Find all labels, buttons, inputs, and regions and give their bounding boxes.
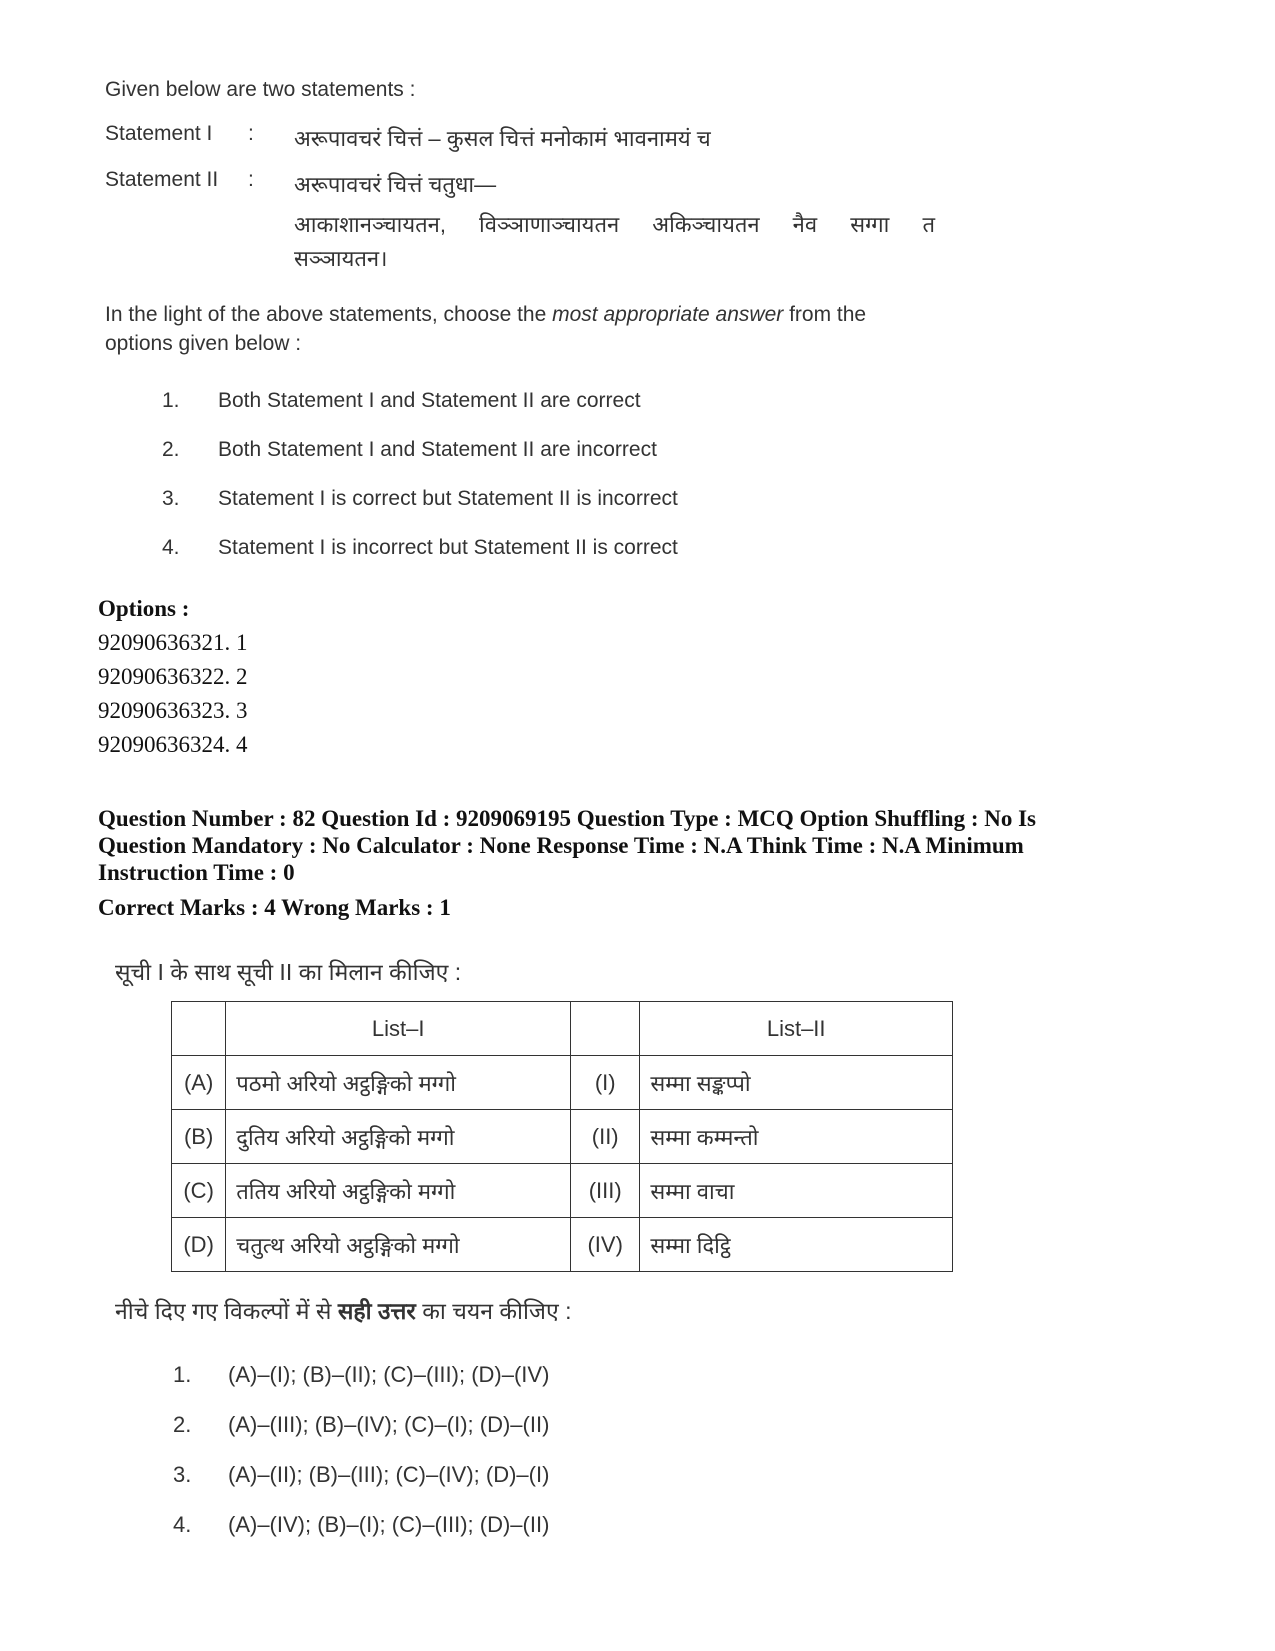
statement-1-colon: : <box>248 122 254 145</box>
answer-option-list <box>105 376 935 572</box>
choose-bold: सही उत्तर <box>337 1298 416 1324</box>
list-2-header: List–II <box>640 1002 953 1056</box>
option-number: 4. <box>173 1512 192 1537</box>
header-blank-cell <box>571 1002 640 1056</box>
header-blank-cell <box>172 1002 226 1056</box>
statement-2 <box>105 168 935 276</box>
metadata-line-1: Question Number : 82 Question Id : 9209069195 Question Type : MCQ Option Shuffling : No Is <box>98 806 1037 831</box>
answer-option <box>115 1350 975 1400</box>
match-prompt: सूची I के साथ सूची II का मिलान कीजिए : <box>115 959 462 985</box>
list-1-item: चतुत्थ अरियो अट्ठङ्गिको मग्गो <box>226 1218 571 1272</box>
statement-1-text <box>294 122 935 156</box>
list-2-item: सम्मा कम्मन्तो <box>640 1110 953 1164</box>
list-2-item: सम्मा वाचा <box>640 1164 953 1218</box>
row-key: (C) <box>172 1164 226 1218</box>
option-number: 3. <box>162 486 180 510</box>
options-title: Options : <box>98 596 190 621</box>
answer-option <box>115 1400 975 1450</box>
option-text: Both Statement I and Statement II are correct <box>218 388 641 412</box>
statement-2-line-3: सञ्ञायतन। <box>294 246 388 271</box>
option-id-line: 92090636323. 3 <box>98 698 248 723</box>
choose-pre: नीचे दिए गए विकल्पों में से <box>115 1298 338 1324</box>
list-2-item: सम्मा दिट्ठि <box>640 1218 953 1272</box>
answer-option <box>105 523 935 572</box>
option-text: (A)–(I); (B)–(II); (C)–(III); (D)–(IV) <box>228 1362 550 1387</box>
metadata-line-3: Instruction Time : 0 <box>98 860 295 885</box>
answer-option <box>115 1450 975 1500</box>
statement-2-label: Statement II <box>105 168 219 191</box>
option-text: (A)–(II); (B)–(III); (C)–(IV); (D)–(I) <box>228 1462 550 1487</box>
match-table <box>171 1001 953 1272</box>
row-key: (D) <box>172 1218 226 1272</box>
question-81-body <box>105 78 935 572</box>
choose-instruction <box>115 1294 975 1326</box>
metadata-line-2: Question Mandatory : No Calculator : None Response Time : N.A Think Time : N.A Minimum <box>98 833 1024 858</box>
answer-option-list <box>115 1350 975 1550</box>
question-82-body <box>115 955 975 1550</box>
instruction-text <box>105 300 935 358</box>
statement-1 <box>105 122 935 156</box>
table-header-row <box>172 1002 953 1056</box>
choose-post: का चयन कीजिए : <box>415 1298 572 1324</box>
statement-2-line-1: अरूपावचरं चित्तं चतुधा— <box>294 172 497 197</box>
row-roman: (IV) <box>571 1218 640 1272</box>
statement-1-label: Statement I <box>105 122 213 145</box>
question-82-marks: Correct Marks : 4 Wrong Marks : 1 <box>98 895 451 920</box>
answer-option <box>115 1500 975 1550</box>
option-text: Both Statement I and Statement II are incorrect <box>218 437 657 461</box>
options-id-block <box>98 592 248 762</box>
list-1-header: List–I <box>226 1002 571 1056</box>
option-text: Statement I is incorrect but Statement II is correct <box>218 535 678 559</box>
statement-2-text <box>294 168 935 276</box>
list-1-item: पठमो अरियो अट्ठङ्गिको मग्गो <box>226 1056 571 1110</box>
question-intro: Given below are two statements : <box>105 78 416 101</box>
answer-option <box>105 474 935 523</box>
answer-option <box>105 376 935 425</box>
table-row <box>172 1056 953 1110</box>
option-number: 1. <box>162 388 180 412</box>
option-number: 2. <box>162 437 180 461</box>
table-row <box>172 1164 953 1218</box>
option-text: (A)–(IV); (B)–(I); (C)–(III); (D)–(II) <box>228 1512 550 1537</box>
row-roman: (I) <box>571 1056 640 1110</box>
option-id-line: 92090636322. 2 <box>98 664 248 689</box>
statement-2-colon: : <box>248 168 254 191</box>
list-2-item: सम्मा सङ्कप्पो <box>640 1056 953 1110</box>
option-number: 3. <box>173 1462 192 1487</box>
instruction-emphasis: most appropriate answer <box>552 303 784 326</box>
option-number: 2. <box>173 1412 192 1437</box>
table-row <box>172 1218 953 1272</box>
row-key: (B) <box>172 1110 226 1164</box>
statement-2-line-2: आकाशानञ्चायतन, विञ्ञाणाञ्चायतन अकिञ्चायतन नैव सग्गा त <box>294 212 935 237</box>
option-number: 1. <box>173 1362 192 1387</box>
option-text: Statement I is correct but Statement II is incorrect <box>218 486 678 510</box>
option-id-line: 92090636324. 4 <box>98 732 248 757</box>
list-1-item: दुतिय अरियो अट्ठङ्गिको मग्गो <box>226 1110 571 1164</box>
row-roman: (III) <box>571 1164 640 1218</box>
list-1-item: ततिय अरियो अट्ठङ्गिको मग्गो <box>226 1164 571 1218</box>
row-roman: (II) <box>571 1110 640 1164</box>
instruction-pre: In the light of the above statements, choose the <box>105 303 553 326</box>
option-text: (A)–(III); (B)–(IV); (C)–(I); (D)–(II) <box>228 1412 550 1437</box>
question-82-metadata <box>98 805 1178 886</box>
statement-1-line: अरूपावचरं चित्तं – कुसल चित्तं मनोकामं भावनामयं च <box>294 126 711 151</box>
table-row <box>172 1110 953 1164</box>
row-key: (A) <box>172 1056 226 1110</box>
option-id-line: 92090636321. 1 <box>98 630 248 655</box>
answer-option <box>105 425 935 474</box>
instruction-post: from the options given below : <box>105 303 867 355</box>
option-number: 4. <box>162 535 180 559</box>
